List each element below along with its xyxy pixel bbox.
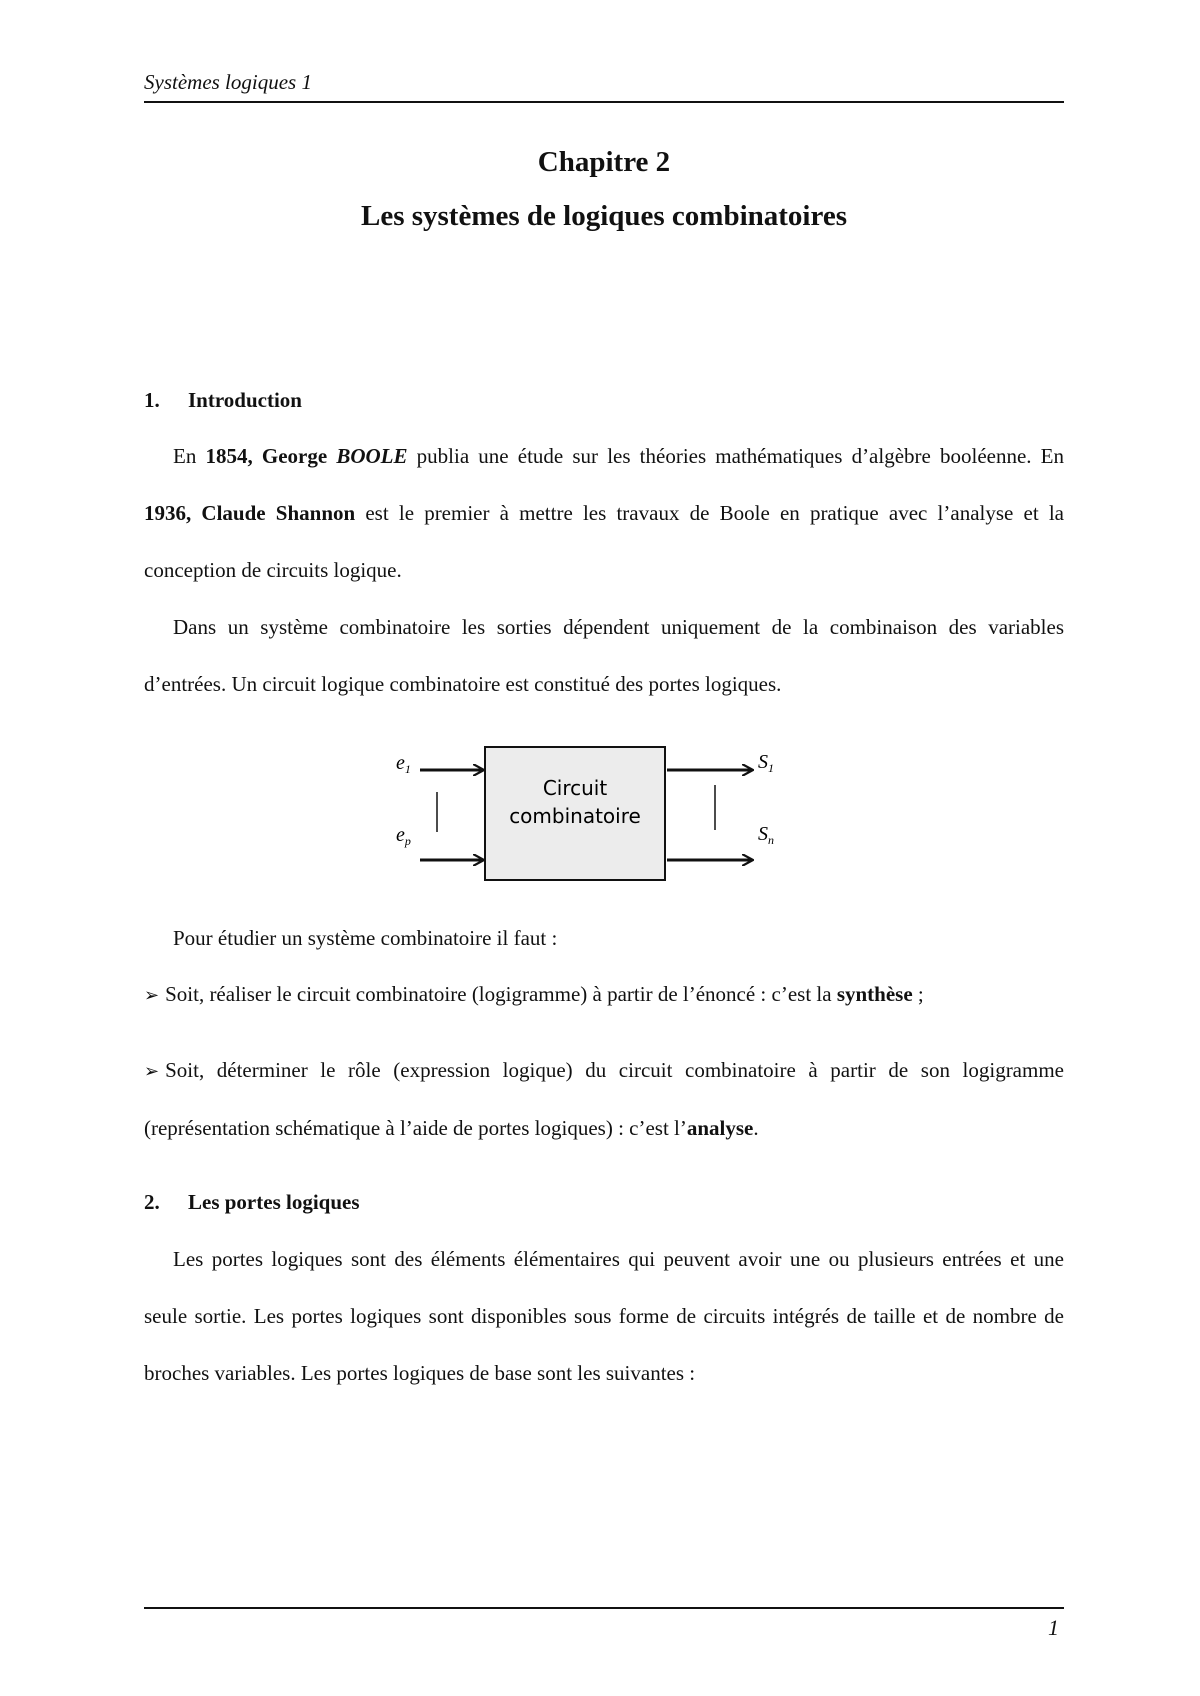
year-boole: 1854, George xyxy=(205,444,337,468)
text-run: Soit, réaliser le circuit combinatoire (logigramme) à partir de l’énoncé : c’est la xyxy=(165,982,837,1006)
header-rule xyxy=(144,101,1064,103)
chapter-label: Chapitre 2 xyxy=(537,146,671,178)
text-run: Soit, déterminer le rôle (expression logique) du circuit combinatoire à partir de son logigramme (représentation schématique à l’aide de portes logiques) : c’est l’ xyxy=(144,1058,1064,1140)
box-label-line2: combinatoire xyxy=(509,804,641,828)
section-title: Introduction xyxy=(188,388,302,412)
running-header: Systèmes logiques 1 xyxy=(144,70,312,94)
output-label-last: $S_n$ xyxy=(758,823,774,847)
section-number: 2. xyxy=(144,1190,160,1214)
output-label-first: $S_1$ xyxy=(758,751,774,775)
section-title: Les portes logiques xyxy=(188,1190,360,1214)
section-heading-introduction xyxy=(144,388,302,413)
box-label-line1: Circuit xyxy=(542,776,608,800)
text-run: . xyxy=(776,672,782,696)
intro-paragraph-2 xyxy=(144,599,1064,713)
chapter-title: Les systèmes de logiques combinatoires xyxy=(360,200,847,232)
bullet-analyse xyxy=(144,1042,1064,1157)
name-boole: BOOLE xyxy=(336,444,408,468)
text-run: Dans un système combinatoire les sorties dépendent uniquement de la combinaison des variables d’entrées. Un circuit logique combinatoire est constitué des xyxy=(144,615,1064,696)
text-run: est le premier à mettre les travaux de Boole en pratique avec l’analyse et la conception de circuits logique. xyxy=(144,501,1065,582)
section-number: 1. xyxy=(144,388,160,412)
study-lead: Pour étudier un système combinatoire il faut : xyxy=(173,926,558,950)
page-number: 1 xyxy=(1048,1615,1059,1640)
year-shannon: 1936, Claude Shannon xyxy=(144,501,356,525)
bullet-synthese xyxy=(144,966,1064,1024)
text-run: En xyxy=(173,444,206,468)
term-synthese: synthèse xyxy=(836,982,913,1006)
bullet-arrow-icon: ➢ xyxy=(144,1061,160,1082)
term-portes-logiques: portes logiques xyxy=(648,672,777,696)
bullet-arrow-icon: ➢ xyxy=(144,985,160,1006)
term-analyse: analyse xyxy=(686,1116,754,1140)
input-label-last: $e_p$ xyxy=(396,824,411,848)
text-run: publia une étude sur les théories mathématiques d’algèbre booléenne. En xyxy=(407,444,1065,468)
combinational-circuit-diagram xyxy=(385,720,785,890)
text-run: . xyxy=(753,1116,759,1140)
section-heading-portes-logiques xyxy=(144,1190,360,1215)
text-run: ; xyxy=(912,982,924,1006)
input-label-first: $e_1$ xyxy=(396,752,411,776)
intro-paragraph-1 xyxy=(144,428,1064,599)
portes-paragraph: Les portes logiques sont des éléments élémentaires qui peuvent avoir une ou plusieurs entrées et une seule sortie. Les portes logiques sont disponibles sous forme de circuits intégrés de taille et de nombre de broches variables. Les portes logiques de base sont les suivantes : xyxy=(144,1247,1064,1385)
footer-rule xyxy=(144,1607,1064,1609)
